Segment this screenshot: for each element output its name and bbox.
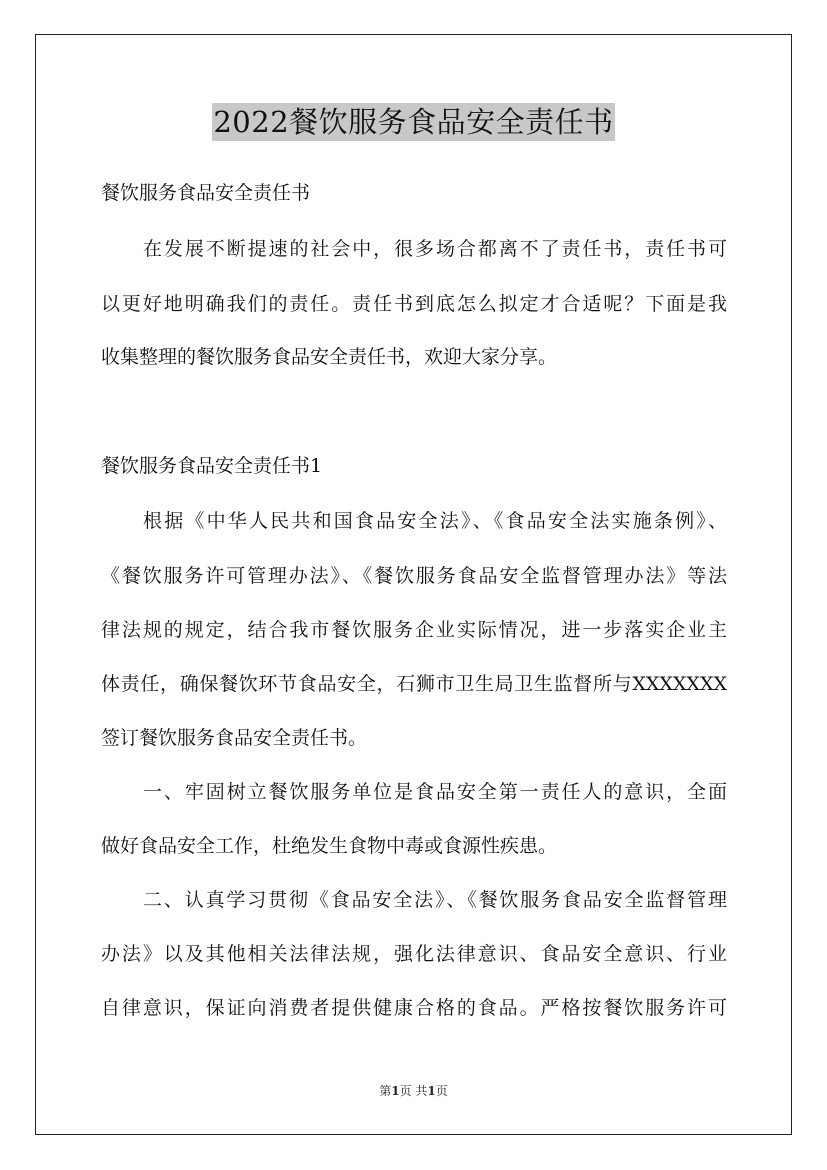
paragraph-line: 根据《中华人民共和国食品安全法》、《食品安全法实施条例》、 bbox=[143, 510, 727, 532]
paragraph-line: 律法规的规定，结合我市餐饮服务企业实际情况，进一步落实企业主 bbox=[101, 619, 727, 641]
paragraph-line: 自律意识，保证向消费者提供健康合格的食品。严格按餐饮服务许可 bbox=[101, 997, 727, 1019]
paragraph-line: 做好食品安全工作，杜绝发生食物中毒或食源性疾患。 bbox=[101, 835, 558, 857]
paragraph-line: 办法》以及其他相关法律法规，强化法律意识、食品安全意识、行业 bbox=[101, 943, 727, 965]
paragraph-line: 《餐饮服务许可管理办法》、《餐饮服务食品安全监督管理办法》等法 bbox=[101, 565, 727, 587]
subtitle-line: 餐饮服务食品安全责任书 bbox=[101, 182, 311, 204]
page-suffix: 页 bbox=[435, 1084, 448, 1098]
paragraph-line: 签订餐饮服务食品安全责任书。 bbox=[101, 727, 368, 749]
paragraph-line: 以更好地明确我们的责任。责任书到底怎么拟定才合适呢？下面是我 bbox=[101, 293, 727, 315]
page-total: 1 bbox=[427, 1084, 436, 1098]
page-mid: 页 共 bbox=[399, 1084, 428, 1098]
page-current: 1 bbox=[391, 1084, 400, 1098]
title-container bbox=[0, 103, 827, 141]
document-title: 2022餐饮服务食品安全责任书 bbox=[213, 105, 614, 139]
paragraph-line: 收集整理的餐饮服务食品安全责任书，欢迎大家分享。 bbox=[101, 346, 558, 368]
paragraph-line: 体责任，确保餐饮环节食品安全，石狮市卫生局卫生监督所与XXXXXXX bbox=[101, 673, 727, 695]
paragraph-line: 在发展不断提速的社会中，很多场合都离不了责任书，责任书可 bbox=[143, 238, 727, 260]
paragraph-line: 二、认真学习贯彻《食品安全法》、《餐饮服务食品安全监督管理 bbox=[143, 889, 727, 911]
page-number-footer bbox=[0, 1083, 827, 1099]
page-prefix: 第 bbox=[379, 1084, 392, 1098]
paragraph-line: 一、牢固树立餐饮服务单位是食品安全第一责任人的意识，全面 bbox=[143, 781, 727, 803]
section-heading: 餐饮服务食品安全责任书1 bbox=[101, 455, 323, 477]
